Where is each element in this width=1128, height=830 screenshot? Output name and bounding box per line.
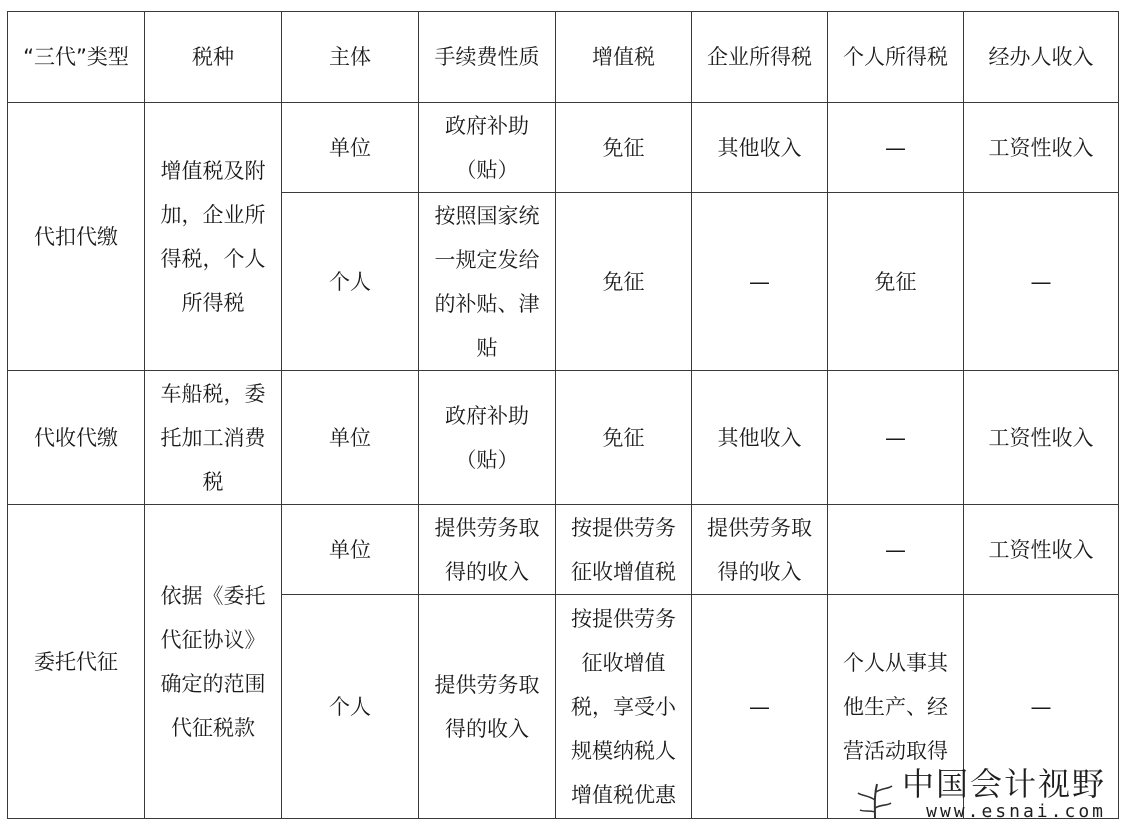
- group-type: 代扣代缴: [8, 103, 145, 371]
- table-row: [8, 505, 1119, 595]
- cell-cit: 其他收入: [692, 371, 828, 505]
- header-type: “三代”类型: [8, 12, 145, 103]
- header-row: [8, 12, 1119, 103]
- cell-iit: —: [828, 505, 964, 595]
- cell-fee-nature: 提供劳务取得的收入: [419, 505, 556, 595]
- header-tax: 税种: [145, 12, 282, 103]
- cell-subject: 单位: [282, 371, 419, 505]
- cell-iit: —: [828, 103, 964, 193]
- cell-fee-nature: 政府补助（贴）: [419, 103, 556, 193]
- cell-cit: —: [692, 595, 828, 819]
- cell-iit: —: [828, 371, 964, 505]
- cell-vat: 按提供劳务征收增值税: [556, 505, 692, 595]
- cell-subject: 单位: [282, 505, 419, 595]
- cell-agent-income: —: [964, 595, 1119, 819]
- cell-fee-nature: 提供劳务取得的收入: [419, 595, 556, 819]
- tax-comparison-table: [7, 11, 1119, 819]
- cell-vat: 按提供劳务征收增值税，享受小规模纳税人增值税优惠: [556, 595, 692, 819]
- cell-vat: 免征: [556, 193, 692, 371]
- cell-fee-nature: 按照国家统一规定发给的补贴、津贴: [419, 193, 556, 371]
- cell-fee-nature: 政府补助（贴）: [419, 371, 556, 505]
- header-fee-nature: 手续费性质: [419, 12, 556, 103]
- group-type: 委托代征: [8, 505, 145, 819]
- cell-cit: —: [692, 193, 828, 371]
- header-cit: 企业所得税: [692, 12, 828, 103]
- cell-cit: 其他收入: [692, 103, 828, 193]
- group-tax: 车船税，委托加工消费税: [145, 371, 282, 505]
- header-iit: 个人所得税: [828, 12, 964, 103]
- table-row: [8, 371, 1119, 505]
- cell-iit: 免征: [828, 193, 964, 371]
- header-vat: 增值税: [556, 12, 692, 103]
- watermark-name: 中国会计视野: [901, 765, 1106, 803]
- cell-subject: 个人: [282, 193, 419, 371]
- group-tax: 依据《委托代征协议》确定的范围代征税款: [145, 505, 282, 819]
- group-tax: 增值税及附加，企业所得税，个人所得税: [145, 103, 282, 371]
- group-type: 代收代缴: [8, 371, 145, 505]
- cell-cit: 提供劳务取得的收入: [692, 505, 828, 595]
- header-agent-income: 经办人收入: [964, 12, 1119, 103]
- header-subject: 主体: [282, 12, 419, 103]
- cell-agent-income: 工资性收入: [964, 371, 1119, 505]
- cell-subject: 单位: [282, 103, 419, 193]
- cell-iit: 个人从事其他生产、经营活动取得: [828, 595, 964, 819]
- cell-agent-income: —: [964, 193, 1119, 371]
- cell-agent-income: 工资性收入: [964, 103, 1119, 193]
- table-row: [8, 103, 1119, 193]
- cell-subject: 个人: [282, 595, 419, 819]
- cell-agent-income: 工资性收入: [964, 505, 1119, 595]
- cell-vat: 免征: [556, 103, 692, 193]
- watermark-url: www.esnai.com: [926, 801, 1106, 822]
- cell-vat: 免征: [556, 371, 692, 505]
